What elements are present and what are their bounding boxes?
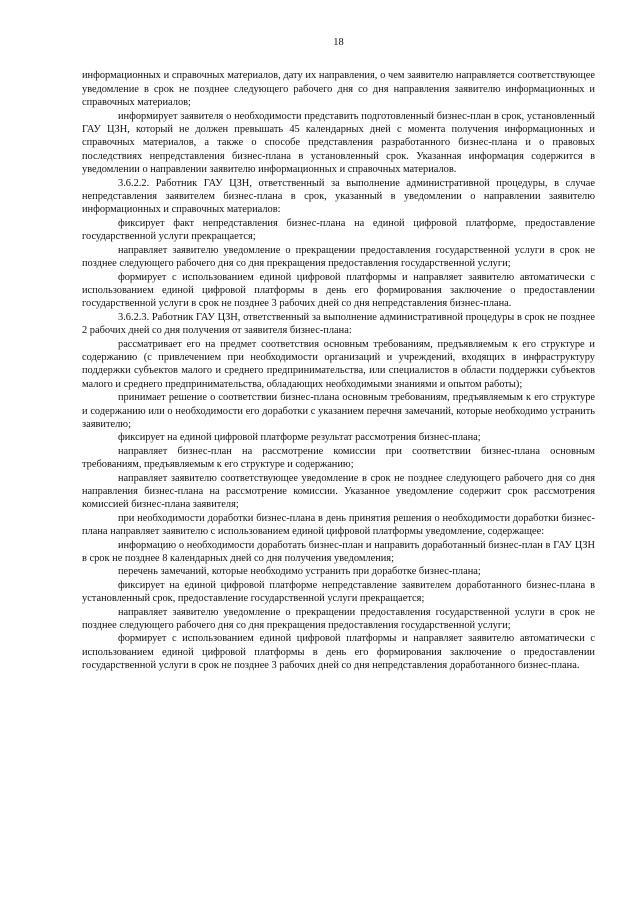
paragraph: 3.6.2.3. Работник ГАУ ЦЗН, ответственный за выполнение административной процедуры в срок не позднее 2 рабочих дней со дня получения от заявителя бизнес-плана:: [82, 311, 595, 337]
paragraph: направляет заявителю уведомление о прекращении предоставления государственной услуги в срок не позднее следующего рабочего дня со дня прекращения предоставления государственной услуги;: [82, 244, 595, 270]
paragraph: информационных и справочных материалов, дату их направления, о чем заявителю направляется соответствующее уведомление в срок не позднее следующего рабочего дня со дня направления заявителю информационных и справочных материалов;: [82, 70, 595, 109]
paragraph: информацию о необходимости доработать бизнес-план и направить доработанный бизнес-план в ГАУ ЦЗН в срок не позднее 8 календарных дней со дня получения уведомления;: [82, 539, 595, 565]
paragraph: фиксирует факт непредставления бизнес-плана на единой цифровой платформе, предоставление государственной услуги прекращается;: [82, 217, 595, 243]
paragraph: при необходимости доработки бизнес-плана в день принятия решения о необходимости доработки бизнес-плана направляет заявителю с использованием единой цифровой платформы уведомление, содержащее:: [82, 512, 595, 538]
paragraph: 3.6.2.2. Работник ГАУ ЦЗН, ответственный за выполнение административной процедуры, в случае непредставления заявителем бизнес-плана в срок, указанный в уведомлении о направлении заявителю информационных и справочных материалов:: [82, 177, 595, 216]
paragraph: принимает решение о соответствии бизнес-плана основным требованиям, предъявляемым к его структуре и содержанию или о необходимости его доработки с указанием перечня замечаний, которые необходимо устранить заявителю;: [82, 392, 595, 430]
paragraph: информирует заявителя о необходимости представить подготовленный бизнес-план в срок, установленный ГАУ ЦЗН, который не должен превышать 45 календарных дней с момента получения информационных и справочных материалов, а также о способе представления разработанного бизнес-плана и о правовых последствиях непредставления бизнес-плана в установленный срок. Указанная информация содержится в уведомлении о направлении заявителю информационных и справочных материалов.: [82, 110, 595, 176]
paragraph: перечень замечаний, которые необходимо устранить при доработке бизнес-плана;: [118, 566, 481, 578]
paragraph: направляет заявителю уведомление о прекращении предоставления государственной услуги в срок не позднее следующего рабочего дня со дня прекращения предоставления государственной услуги;: [82, 606, 595, 632]
paragraph: формирует с использованием единой цифровой платформы и направляет заявителю автоматически с использованием единой цифровой платформы в день его формирования заключение о предоставлении государственной услуги в срок не позднее 3 рабочих дней со дня непредставления доработанного бизнес-плана.: [82, 633, 595, 672]
document-page: [82, 36, 595, 673]
paragraph: формирует с использованием единой цифровой платформы и направляет заявителю автоматически с использованием единой цифровой платформы в день его формирования заключение о предоставлении государственной услуги в срок не позднее 3 рабочих дней со дня непредставления бизнес-плана.: [82, 271, 595, 310]
paragraph: направляет бизнес-план на рассмотрение комиссии при соответствии бизнес-плана основным требованиям, предъявляемым к его структуре и содержанию;: [82, 445, 595, 471]
paragraph: фиксирует на единой цифровой платформе непредставление заявителем доработанного бизнес-плана в установленный срок, предоставление государственной услуги прекращается;: [82, 579, 595, 605]
page-number: 18: [333, 37, 344, 48]
paragraph: фиксирует на единой цифровой платформе результат рассмотрения бизнес-плана;: [118, 432, 481, 444]
paragraph: рассматривает его на предмет соответствия основным требованиям, предъявляемым к его структуре и содержанию (с привлечением при необходимости организаций и учреждений, входящих в инфраструктуру поддержки субъектов малого и среднего предпринимательства, или специалистов в области поддержки субъектов малого и среднего предпринимательства, обладающих необходимыми знаниями и опытом работы);: [82, 338, 595, 390]
paragraph: направляет заявителю соответствующее уведомление в срок не позднее следующего рабочего дня со дня направления бизнес-плана на рассмотрение комиссии. Указанное уведомление содержит срок рассмотрения комиссией бизнес-плана заявителя;: [82, 472, 595, 511]
